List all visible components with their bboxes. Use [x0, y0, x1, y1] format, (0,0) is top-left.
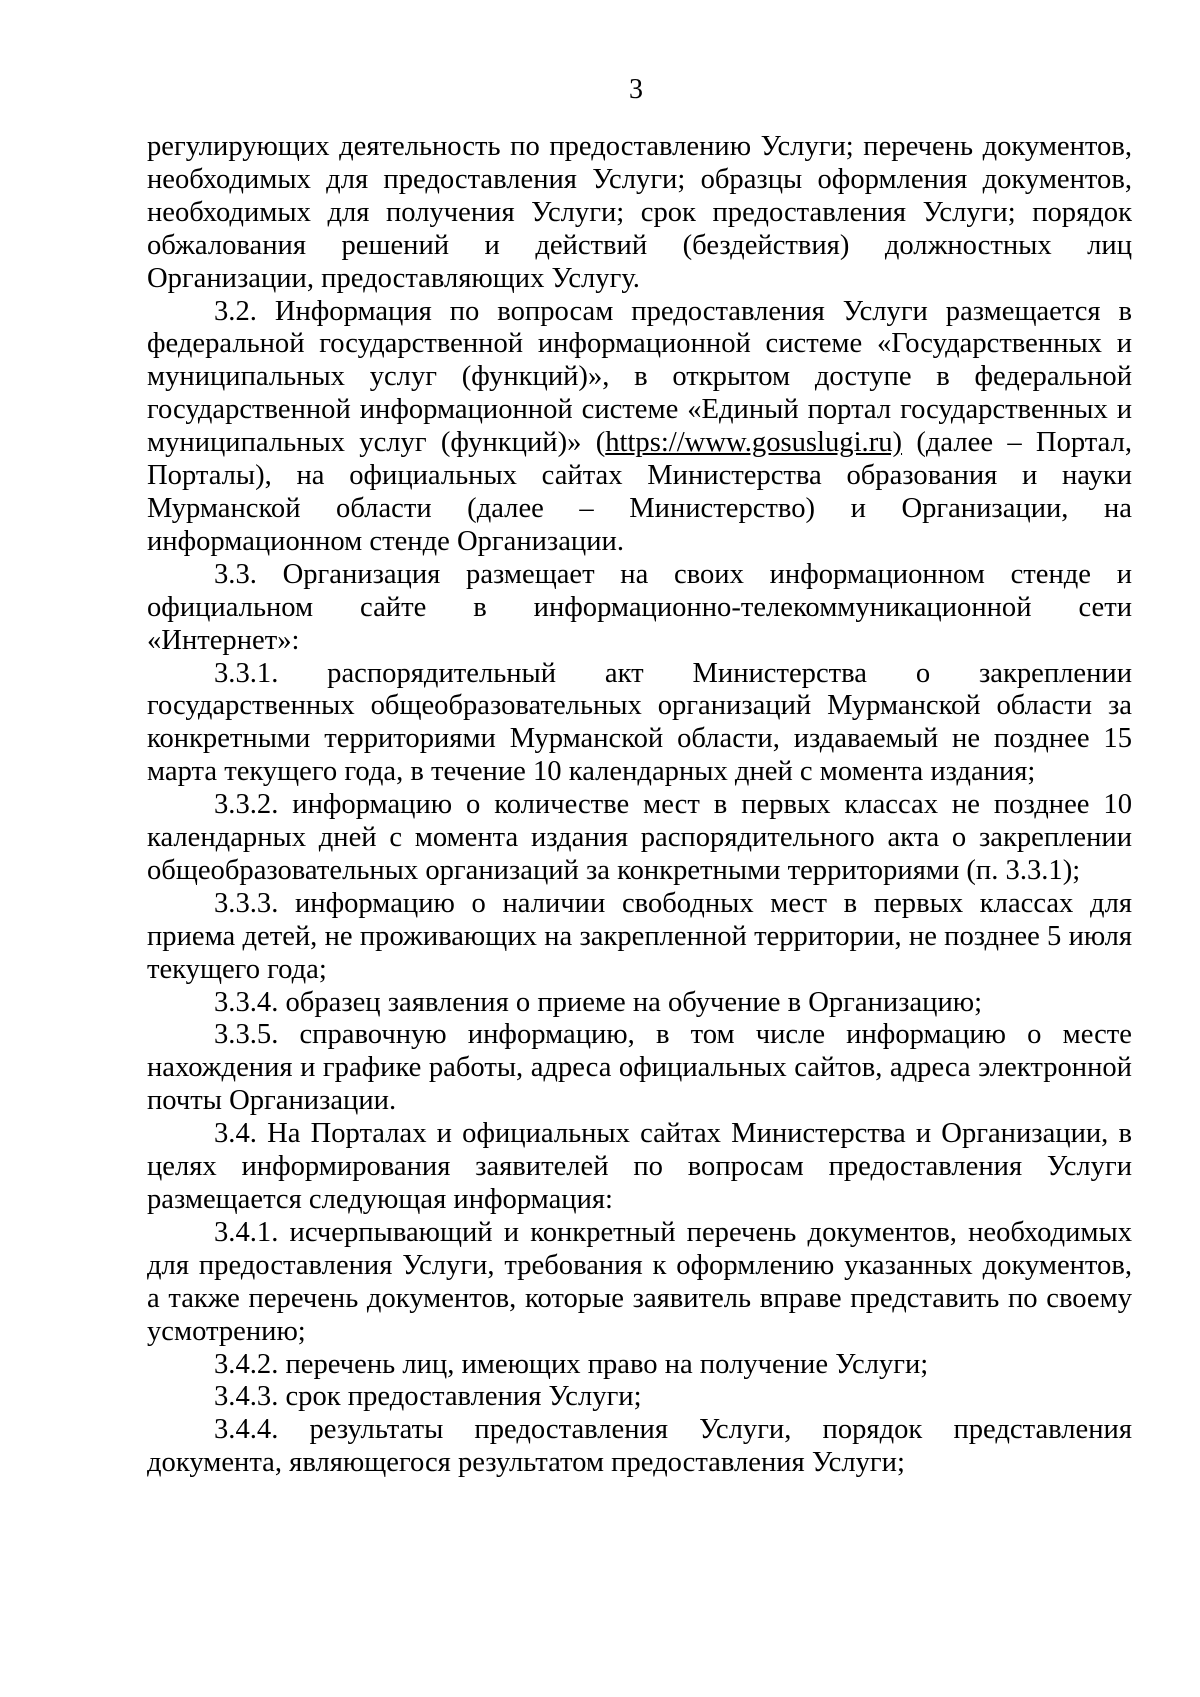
paragraph-3-3: 3.3. Организация размещает на своих информационном стенде и официальном сайте в информационно-телекоммуникационной сети «Интернет»: — [147, 558, 1132, 656]
paragraph-3-2-text-after: (далее – Портал, Порталы), на официальных сайтах Министерства образования и науки Мурманской области (далее – Министерство) и Организации, на информационном стенде Организации. — [147, 427, 1132, 557]
paragraph-3-3-4: 3.3.4. образец заявления о приеме на обучение в Организацию; — [214, 986, 983, 1018]
paragraph-3-3-5: 3.3.5. справочную информацию, в том числе информацию о месте нахождения и графике работы, адреса официальных сайтов, адреса электронной почты Организации. — [147, 1019, 1132, 1117]
paragraph-3-2-text-before: 3.2. Информация по вопросам предоставления Услуги размещается в федеральной государственной информационной системе «Государственных и муниципальных услуг (функций)», в открытом доступе в федеральной государственной информационной системе «Единый портал государственных и муниципальных услуг (функций)» ( — [147, 295, 1132, 459]
paragraph-3-4: 3.4. На Порталах и официальных сайтах Министерства и Организации, в целях информирования заявителей по вопросам предоставления Услуги размещается следующая информация: — [147, 1118, 1132, 1215]
paragraph-3-3-2: 3.3.2. информацию о количестве мест в первых классах не позднее 10 календарных дней с момента издания распорядительного акта о закреплении общеобразовательных организаций за конкретными территориями (п. 3.3.1); — [147, 789, 1132, 886]
paragraph-3-4-2: 3.4.2. перечень лиц, имеющих право на получение Услуги; — [214, 1348, 929, 1380]
gosuslugi-link[interactable]: https://www.gosuslugi.ru) — [605, 427, 903, 459]
paragraph-continuation: регулирующих деятельность по предоставлению Услуги; перечень документов, необходимых для предоставления Услуги; образцы оформления документов, необходимых для получения Услуги; срок предоставления Услуги; порядок обжалования решений и действий (бездействия) должностных лиц Организации, предоставляющих Услугу. — [147, 131, 1132, 294]
paragraph-3-2 — [147, 296, 1132, 559]
document-body — [147, 131, 1132, 1480]
paragraph-3-4-1: 3.4.1. исчерпывающий и конкретный перечень документов, необходимых для предоставления Услуги, требования к оформлению указанных документов, а также перечень документов, которые заявитель вправе представить по своему усмотрению; — [147, 1216, 1132, 1347]
paragraph-3-4-4: 3.4.4. результаты предоставления Услуги, порядок представления документа, являющегося результатом предоставления Услуги; — [147, 1414, 1132, 1479]
page-number: 3 — [629, 74, 643, 105]
paragraph-3-3-1: 3.3.1. распорядительный акт Министерства о закреплении государственных общеобразовательных организаций Мурманской области за конкретными территориями Мурманской области, издаваемый не позднее 15 марта текущего года, в течение 10 календарных дней с момента издания; — [147, 657, 1132, 788]
paragraph-3-3-3: 3.3.3. информацию о наличии свободных мест в первых классах для приема детей, не проживающих на закрепленной территории, не позднее 5 июля текущего года; — [147, 887, 1132, 985]
paragraph-3-4-3: 3.4.3. срок предоставления Услуги; — [214, 1381, 642, 1413]
